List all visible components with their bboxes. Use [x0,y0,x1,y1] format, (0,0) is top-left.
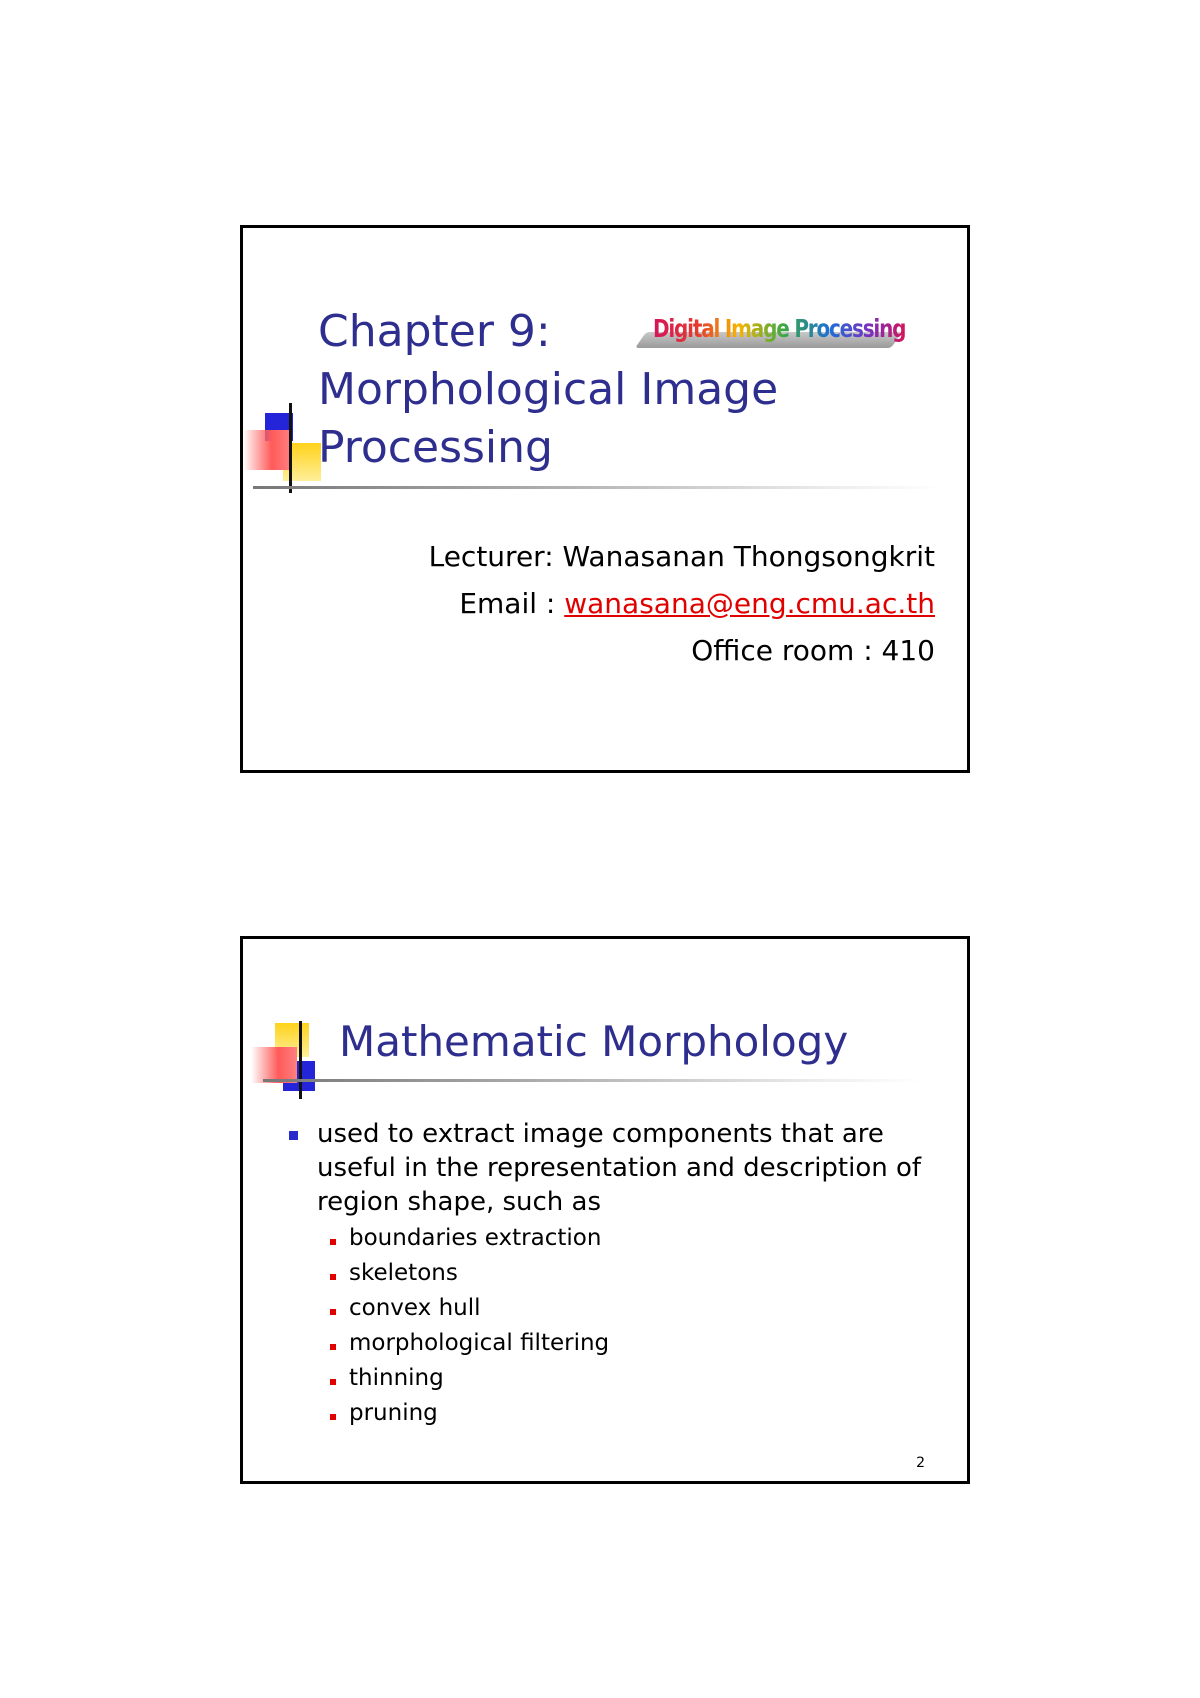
square-bullet-icon [330,1414,336,1420]
slide-decoration-squares [251,1021,331,1101]
lecturer-line: Lecturer: Wanasanan Thongsongkrit [428,540,935,573]
title-line-2: Morphological Image [318,364,779,415]
title-line-3: Processing [318,422,553,473]
sub-item [317,1221,945,1256]
sub-item-text: skeletons [349,1260,458,1286]
square-bullet-icon [289,1131,298,1140]
sub-item [317,1326,945,1361]
sub-item-text: thinning [349,1365,444,1391]
slide-title: Mathematic Morphology [339,1017,849,1066]
square-bullet-icon [330,1379,336,1385]
bullet-item [285,1117,945,1431]
sub-item-text: boundaries extraction [349,1225,602,1251]
sub-item [317,1396,945,1431]
sub-bullet-list [317,1221,945,1431]
sub-item [317,1256,945,1291]
email-label: Email : [459,587,565,620]
bullet-text: used to extract image components that are useful in the representation and description of region shape, such as [317,1119,922,1217]
digital-image-processing-logo [635,312,906,356]
sub-item-text: convex hull [349,1295,481,1321]
bullet-list [285,1117,945,1431]
square-bullet-icon [330,1344,336,1350]
title-slide [240,225,970,773]
slide-decoration-squares [243,403,323,493]
logo-text: Digital Image Processing [653,314,906,343]
office-line: Office room : 410 [691,634,935,667]
title-underline [263,1079,923,1082]
square-bullet-icon [330,1274,336,1280]
sub-item-text: pruning [349,1400,438,1426]
email-line [459,587,935,620]
red-square [243,430,291,470]
sub-item-text: morphological filtering [349,1330,610,1356]
content-slide [240,936,970,1484]
vertical-line [289,403,292,493]
vertical-line [299,1021,302,1099]
email-link[interactable]: wanasana@eng.cmu.ac.th [564,587,935,620]
sub-item [317,1291,945,1326]
sub-item [317,1361,945,1396]
title-underline [253,486,943,489]
square-bullet-icon [330,1309,336,1315]
page-number: 2 [916,1455,925,1471]
square-bullet-icon [330,1239,336,1245]
title-line-1: Chapter 9: [318,306,551,357]
red-square [251,1047,297,1083]
